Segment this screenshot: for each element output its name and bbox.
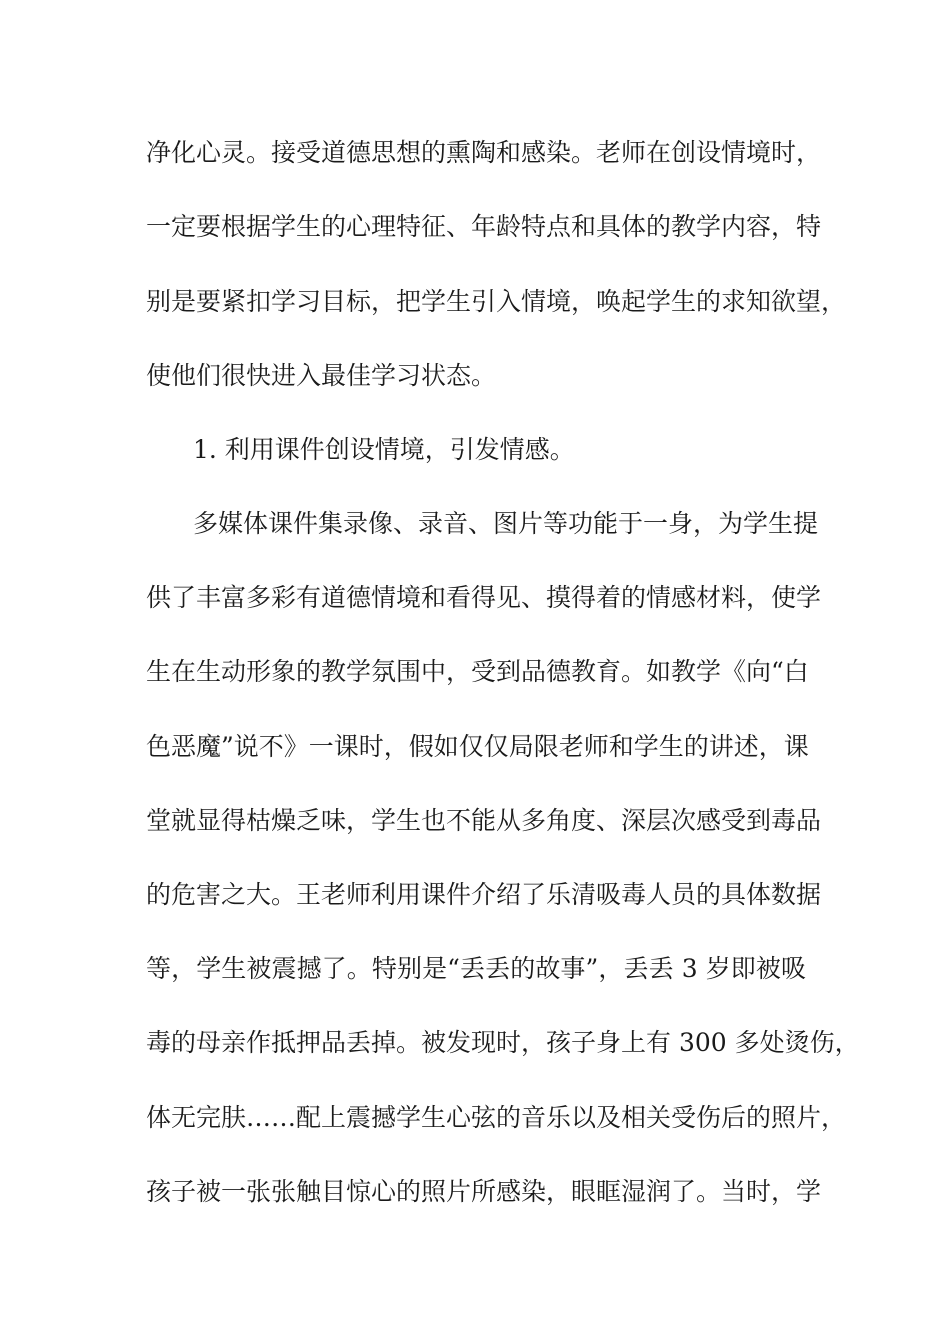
body-text-line: 多媒体课件集录像、录音、图片等功能于一身，为学生提 (193, 509, 819, 538)
body-text-line: 孩子被一张张触目惊心的照片所感染，眼眶湿润了。当时，学 (146, 1177, 822, 1206)
body-text-line: 供了丰富多彩有道德情境和看得见、摸得着的情感材料，使学 (146, 583, 822, 612)
body-text-line: 的危害之大。王老师利用课件介绍了乐清吸毒人员的具体数据 (146, 880, 822, 909)
body-text-line: 别是要紧扣学习目标，把学生引入情境，唤起学生的求知欲望， (146, 287, 847, 316)
body-text-line: 色恶魔”说不》一课时，假如仅仅局限老师和学生的讲述，课 (146, 732, 809, 761)
body-text-line: 使他们很快进入最佳学习状态。 (146, 361, 497, 390)
body-text-line: 生在生动形象的教学氛围中，受到品德教育。如教学《向“白 (146, 657, 809, 686)
body-text-line: 体无完肤……配上震撼学生心弦的音乐以及相关受伤后的照片， (146, 1103, 847, 1132)
body-text-line: 净化心灵。接受道德思想的熏陶和感染。老师在创设情境时， (146, 138, 822, 167)
body-text-line: 一定要根据学生的心理特征、年龄特点和具体的教学内容，特 (146, 212, 822, 241)
body-text-line: 等，学生被震撼了。特别是“丢丢的故事”，丢丢 3 岁即被吸 (146, 954, 806, 983)
section-heading: 1. 利用课件创设情境，引发情感。 (193, 435, 575, 464)
body-text-line: 堂就显得枯燥乏味，学生也不能从多角度、深层次感受到毒品 (146, 806, 822, 835)
body-text-line: 毒的母亲作抵押品丢掉。被发现时，孩子身上有 300 多处烫伤， (146, 1028, 860, 1057)
